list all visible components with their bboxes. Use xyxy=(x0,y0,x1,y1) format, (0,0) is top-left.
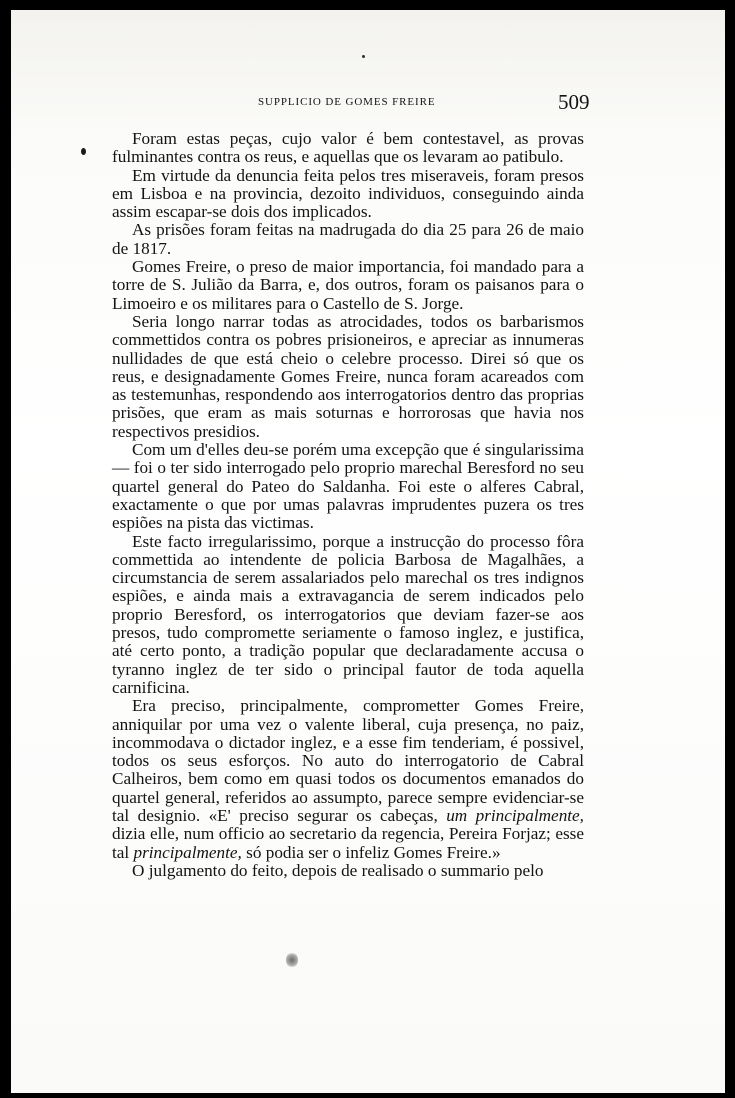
italic-phrase: principalmente, xyxy=(133,842,242,862)
paragraph-with-italics xyxy=(112,697,584,862)
ink-smudge xyxy=(286,952,298,968)
paragraph-text: dizia elle, num officio ao secretario da regencia, Pereira Forjaz; esse tal xyxy=(112,824,584,862)
page-number: 509 xyxy=(558,90,590,114)
paragraph: O julgamento do feito, depois de realisado o summario pelo xyxy=(132,860,544,880)
paragraph: Este facto irregularissimo, porque a instrucção do processo fôra commettida ao intendente de policia Barbosa de Magalhães, a circumstancia de serem assalariados pelo marechal os tres indignos espiões, e ainda mais a extravagancia de serem indicados pelo proprio Beresford, os interrogatorios que deviam fazer-se aos presos, tudo compromette seriamente o famoso inglez, e justifica, até certo ponto, a tradição popular que declaradamente accusa o tyranno inglez de ter sido o principal fautor de toda aquella carnificina. xyxy=(112,531,584,697)
running-title: SUPPLICIO DE GOMES FREIRE xyxy=(258,96,436,108)
paragraph: Gomes Freire, o preso de maior importancia, foi mandado para a torre de S. Julião da Barra, e, dos outros, foram os paisanos para o Limoeiro e os militares para o Castello de S. Jorge. xyxy=(112,257,584,313)
paragraph: Com um d'elles deu-se porém uma excepção que é singularissima — foi o ter sido interrogado pelo proprio marechal Beresford no seu quartel general do Pateo do Saldanha. Foi este o alferes Cabral, exactamente o que por umas palavras imprudentes puzera os tres espiões na pista das victimas. xyxy=(112,440,584,533)
scan-border-bottom xyxy=(0,1093,735,1098)
paragraph: As prisões foram feitas na madrugada do dia 25 para 26 de maio de 1817. xyxy=(112,220,584,258)
paragraph: Em virtude da denuncia feita pelos tres miseraveis, foram presos em Lisboa e na provincia, dezoito individuos, conseguindo ainda assim escapar-se dois dos implicados. xyxy=(112,165,584,222)
body-text xyxy=(112,130,584,880)
paragraph-text: Era preciso, principalmente, comprometter Gomes Freire, anniquilar por uma vez o valente liberal, cuja presença, no paiz, incommodava o dictador inglez, e a esse fim tenderiam, é possivel, todos os seus esforços. No auto do interrogatorio de Cabral Calheiros, bem como em quasi todos os documentos emanados do quartel general, referidos ao assumpto, parece sempre evidenciar-se tal designio. «E' preciso segurar os cabeças, xyxy=(112,696,584,825)
paragraph-text: só podia ser o infeliz Gomes Freire.» xyxy=(241,842,501,862)
paragraph: Seria longo narrar todas as atrocidades, todos os barbarismos commettidos contra os pobres prisioneiros, e apreciar as innumeras nullidades de que está cheio o celebre processo. Direi só que os reus, e designadamente Gomes Freire, nunca foram acareados com as testemunhas, respondendo aos interrogatorios dentro das proprias prisões, que eram as mais soturnas e horrorosas que havia nos respectivos presidios. xyxy=(112,311,584,441)
scan-border-left xyxy=(0,0,11,1098)
scan-border-top xyxy=(0,0,735,10)
scan-border-right xyxy=(725,0,735,1098)
paragraph: Foram estas peças, cujo valor é bem contestavel, as provas fulminantes contra os reus, e aquellas que os levaram ao patibulo. xyxy=(112,129,584,167)
italic-phrase: um principalmente, xyxy=(446,805,584,825)
ink-speck xyxy=(362,55,365,58)
margin-ink-mark xyxy=(81,148,86,155)
